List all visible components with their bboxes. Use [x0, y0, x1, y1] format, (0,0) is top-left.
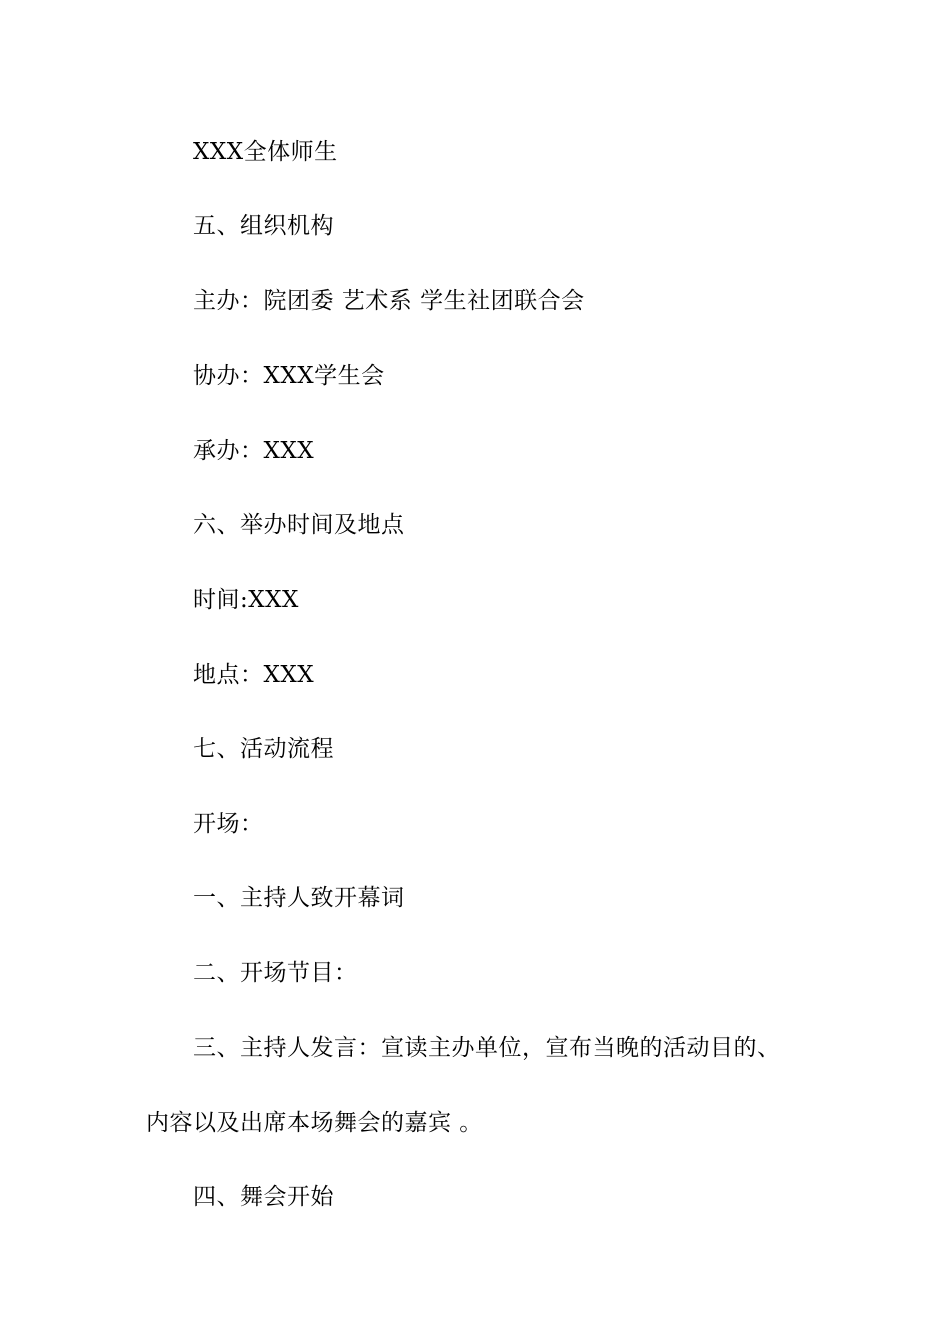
heading-time-place: 六、举办时间及地点: [193, 512, 405, 538]
heading-organization: 五、组织机构: [193, 213, 334, 239]
paragraph-organizer: 承办：XXX: [193, 438, 315, 464]
paragraph-host: 主办：院团委 艺术系 学生社团联合会: [193, 288, 585, 314]
paragraph-audience: XXX全体师生: [193, 139, 338, 165]
paragraph-time: 时间:XXX: [193, 587, 299, 613]
heading-activity-flow: 七、活动流程: [193, 736, 334, 762]
list-item-1: 一、主持人致开幕词: [193, 885, 405, 911]
list-item-4: 四、舞会开始: [193, 1184, 334, 1210]
paragraph-place: 地点：XXX: [193, 662, 315, 688]
list-item-3-continuation: 内容以及出席本场舞会的嘉宾 。: [146, 1110, 483, 1136]
paragraph-opening: 开场：: [193, 811, 264, 837]
list-item-3: 三、主持人发言：宣读主办单位，宣布当晚的活动目的、: [193, 1035, 781, 1061]
list-item-2: 二、开场节目：: [193, 960, 358, 986]
paragraph-co-host: 协办：XXX学生会: [193, 363, 385, 389]
